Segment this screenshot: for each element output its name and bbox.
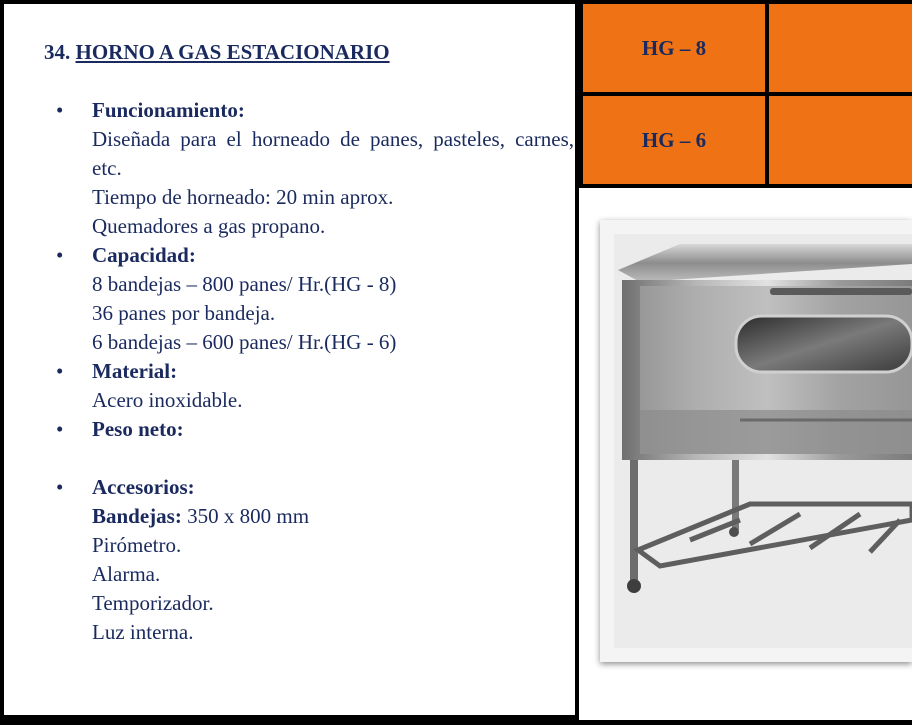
model-table: [579, 0, 912, 188]
bandejas-value: 350 x 800 mm: [181, 504, 310, 528]
funcionamiento-quemadores: Quemadores a gas propano.: [92, 214, 326, 238]
capacidad-line2: 36 panes por bandeja.: [92, 301, 276, 325]
accesorios-bandejas: [92, 502, 574, 531]
oven-photo: [600, 220, 912, 662]
spec-list: [56, 96, 574, 647]
material-value: Acero inoxidable.: [92, 388, 243, 412]
heading-material: Material:: [92, 359, 178, 383]
bullet: •: [56, 359, 64, 383]
bottom-border: [0, 720, 912, 725]
product-name: HORNO A GAS ESTACIONARIO: [75, 40, 390, 64]
model-code-cell: HG – 6: [583, 96, 769, 184]
bullet: •: [56, 98, 64, 122]
bullet: •: [56, 243, 64, 267]
bullet: •: [56, 417, 64, 441]
accesorio-item: Luz interna.: [92, 620, 194, 644]
list-item-peso: [56, 415, 574, 444]
model-code-cell: HG – 8: [583, 4, 769, 92]
heading-peso: Peso neto:: [92, 417, 184, 441]
heading-accesorios: Accesorios:: [92, 475, 195, 499]
heading-funcionamiento: Funcionamiento:: [92, 98, 245, 122]
accesorio-item: Temporizador.: [92, 591, 214, 615]
product-number: 34.: [44, 40, 71, 64]
list-item-funcionamiento: [56, 96, 574, 241]
product-title: [44, 40, 390, 65]
spacer: [92, 444, 574, 473]
bullet: •: [56, 475, 64, 499]
right-area: [579, 0, 912, 725]
funcionamiento-tiempo: Tiempo de horneado: 20 min aprox.: [92, 185, 394, 209]
accesorio-item: Pirómetro.: [92, 533, 182, 557]
funcionamiento-description: Diseñada para el horneado de panes, pasteles, carnes, etc.: [92, 127, 574, 180]
heading-capacidad: Capacidad:: [92, 243, 196, 267]
model-row: [579, 0, 912, 92]
oven-illustration: [600, 220, 912, 662]
list-item-accesorios: [56, 473, 574, 647]
list-item-material: [56, 357, 574, 415]
bandejas-label: Bandejas:: [92, 504, 182, 528]
model-row: [579, 92, 912, 188]
list-item-capacidad: [56, 241, 574, 357]
capacidad-line3: 6 bandejas – 600 panes/ Hr.(HG - 6): [92, 330, 397, 354]
capacidad-line1: 8 bandejas – 800 panes/ Hr.(HG - 8): [92, 272, 397, 296]
accesorio-item: Alarma.: [92, 562, 161, 586]
